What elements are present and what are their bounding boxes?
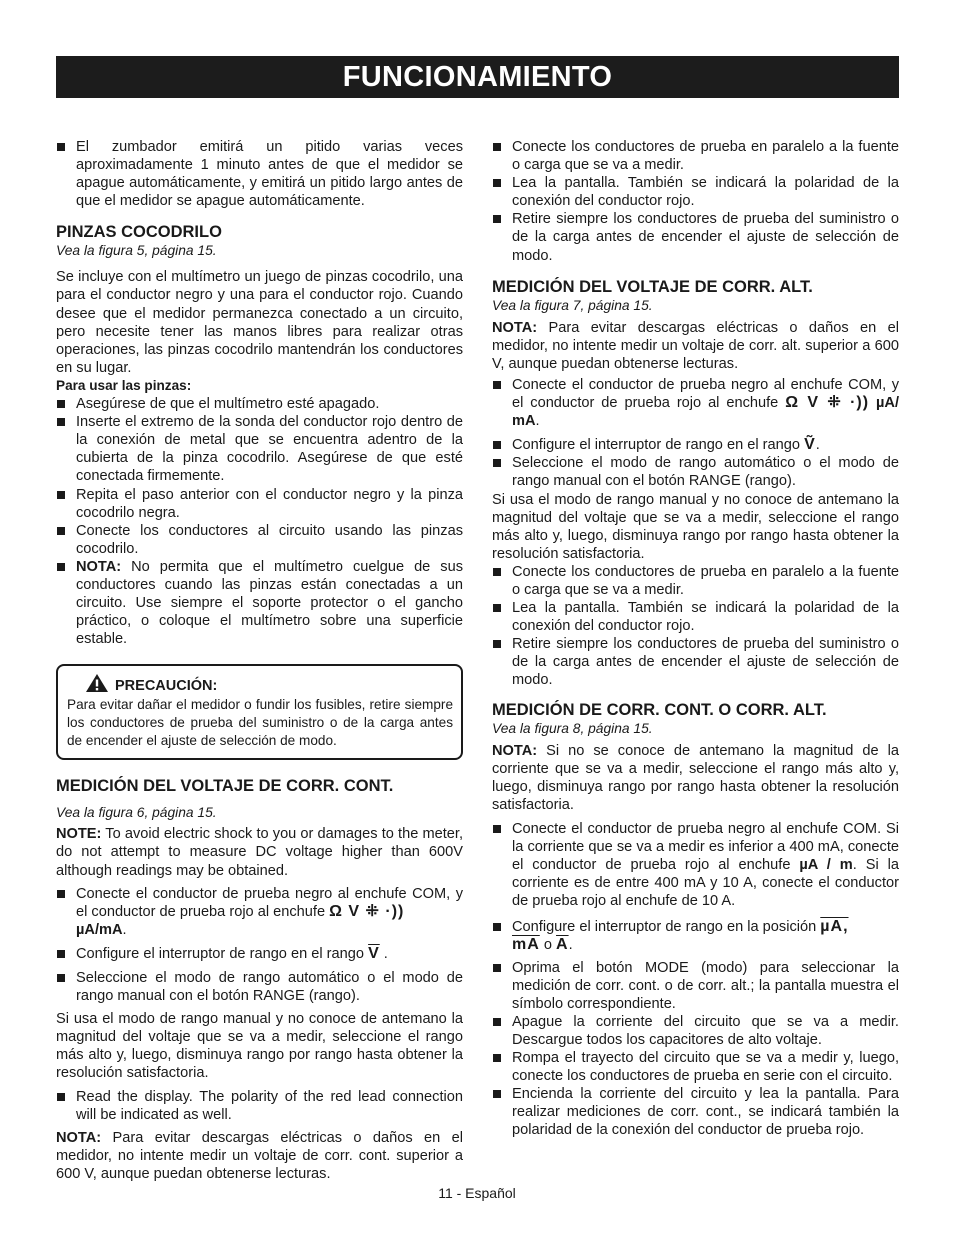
left-column — [56, 138, 463, 1183]
subheading: Para usar las pinzas: — [56, 377, 192, 393]
list-item: Retire siempre los conductores de prueba del suministro o de la carga antes de encender el ajuste de selección de modo. — [492, 635, 899, 689]
list-item: Repita el paso anterior con el conductor negro y la pinza cocodrilo negra. — [56, 486, 463, 522]
list-item: Seleccione el modo de rango automático o el modo de rango manual con el botón RANGE (rango). — [56, 969, 463, 1005]
section-title-pinzas: PINZAS COCODRILO — [56, 223, 222, 242]
list-item: Inserte el extremo de la sonda del conductor rojo dentro de la conexión de metal que se encuentra adentro de la cubierta de la pinza cocodrilo. Asegúrese de que esté conectada firmemente. — [56, 413, 463, 485]
list-item: Configure el interruptor de rango en la posición µA, $\overline{mA}$ o $\overline{A}$. — [492, 918, 899, 954]
list-item: Lea la pantalla. También se indicará la polaridad de la conexión del conductor rojo. — [492, 599, 899, 635]
section-title-dc-voltage: MEDICIÓN DEL VOLTAJE DE CORR. CONT. — [56, 777, 394, 796]
paragraph: Si usa el modo de rango manual y no conoce de antemano la magnitud del voltaje que se va a medir, seleccione el rango más alto y, luego, disminuya rango por rango hasta obtener la resolución satisfactoria. — [492, 491, 899, 562]
amp-icon: $\overline{A}$ — [556, 936, 569, 954]
page-title-banner — [56, 56, 899, 98]
paragraph: Se incluye con el multímetro un juego de pinzas cocodrilo, una para el conductor negro y una para el conductor rojo. Cuando desee que el medidor permanezca conectado a un circuito, pero necesite tener las manos libres para realizar otras operaciones, las pinzas cocodrilo mantendrán los conductores en su lugar. — [56, 269, 463, 376]
intro-list — [56, 138, 463, 210]
caution-box — [56, 664, 463, 760]
list-item: Conecte el conductor de prueba negro al enchufe COM, y el conductor de prueba rojo al enchufe Ω V ⁜ ·)) µA/ mA. — [492, 376, 899, 430]
list-item: NOTA: No permita que el multímetro cuelgue de sus conductores cuando las pinzas están conectadas a un circuito. Use siempre el soporte protector o el gancho práctico, o coloque el multímetro sobre una superficie estable. — [56, 558, 463, 648]
dc-list-1 — [56, 885, 463, 1006]
page-title: FUNCIONAMIENTO — [342, 61, 613, 93]
micro-amp-icon: µA, — [820, 918, 849, 936]
list-item: El zumbador emitirá un pitido varias veces aproximadamente 1 minuto antes de que el medidor se apague automáticamente, y emitirá un pitido largo antes de que el medidor se apague automáticamente. — [56, 138, 463, 210]
right-top-list — [492, 138, 899, 265]
list-item: Conecte los conductores al circuito usando las pinzas cocodrilo. — [56, 522, 463, 558]
figure-ref: Vea la figura 8, página 15. — [492, 720, 653, 736]
caution-text: Para evitar dañar el medidor o fundir los fusibles, retire siempre los conductores de prueba del suministro o de la carga antes de encender el ajuste de selección de modo. — [67, 697, 453, 749]
list-item: Conecte los conductores de prueba en paralelo a la fuente o carga que se va a medir. — [492, 138, 899, 174]
list-item: Conecte el conductor de prueba negro al enchufe COM. Si la corriente que se va a medir es inferior a 400 mA, conecte el conductor de prueba rojo al enchufe µA / m. Si la corriente es de entre 400 mA y 10 A, conecte el conductor de prueba rojo al enchufe de 10 A. — [492, 820, 899, 910]
nota-paragraph: NOTA: Para evitar descargas eléctricas o daños en el medidor, no intente medir un voltaje de corr. alt. superior a 600 V, aunque puedan obtenerse lecturas. — [492, 319, 899, 372]
dc-list-2 — [56, 1088, 463, 1124]
list-item: Asegúrese de que el multímetro esté apagado. — [56, 395, 463, 413]
list-item: Conecte el conductor de prueba negro al enchufe COM, y el conductor de prueba rojo al enchufe Ω V ⁜ ·)) µA/mA. — [56, 885, 463, 939]
page-number: 11 - Español — [438, 1185, 516, 1201]
jack-symbols-icon: Ω V ⁜ ·)) — [329, 902, 405, 920]
figure-ref: Vea la figura 6, página 15. — [56, 805, 217, 821]
list-item: Lea la pantalla. También se indicará la polaridad de la conexión del conductor rojo. — [492, 174, 899, 210]
list-item: Read the display. The polarity of the red lead connection will be indicated as well. — [56, 1088, 463, 1124]
ac-voltage-icon: Ṽ — [804, 436, 816, 454]
right-column — [492, 138, 899, 1140]
list-item: Oprima el botón MODE (modo) para seleccionar la medición de corr. cont. o de corr. alt.; la pantalla muestra el símbolo correspondiente. — [492, 959, 899, 1013]
nota-paragraph: NOTA: Si no se conoce de antemano la magnitud de la corriente que se va a medir, seleccione el rango más alto y, luego, disminuya rango por rango hasta obtener la resolución satisfactoria. — [492, 742, 899, 813]
note-paragraph: NOTE: To avoid electric shock to you or damages to the meter, do not attempt to measure DC voltage higher than 600V although readings may be obtained. — [56, 826, 463, 879]
list-item: Rompa el trayecto del circuito que se va a medir y, luego, conecte los conductores de prueba en serie con el circuito. — [492, 1049, 899, 1085]
list-item: Seleccione el modo de rango automático o el modo de rango manual con el botón RANGE (rango). — [492, 454, 899, 490]
nota-paragraph: NOTA: Para evitar descargas eléctricas o daños en el medidor, no intente medir un voltaje de corr. cont. superior a 600 V, aunque puedan obtenerse lecturas. — [56, 1129, 463, 1182]
ac-list-1 — [492, 376, 899, 491]
pinzas-list — [56, 395, 463, 648]
list-item: Conecte los conductores de prueba en paralelo a la fuente o carga que se va a medir. — [492, 563, 899, 599]
ac-list-2 — [492, 563, 899, 690]
current-list — [492, 820, 899, 1140]
section-title-ac-voltage: MEDICIÓN DEL VOLTAJE DE CORR. ALT. — [492, 277, 813, 296]
caution-heading: PRECAUCIÓN: — [67, 673, 453, 696]
milli-amp-icon: $\overline{mA}$ — [512, 936, 540, 954]
figure-ref: Vea la figura 7, página 15. — [492, 297, 653, 313]
list-item: Configure el interruptor de rango en el rango Ṽ. — [492, 436, 899, 454]
warning-icon — [85, 673, 109, 693]
page-footer — [0, 1185, 954, 1201]
list-item: Apague la corriente del circuito que se va a medir. Descargue todos los capacitores de alto voltaje. — [492, 1013, 899, 1049]
dc-voltage-icon: $\overline{V}$ — [368, 944, 380, 962]
figure-ref: Vea la figura 5, página 15. — [56, 243, 217, 259]
list-item: Configure el interruptor de rango en el rango $\overline{V}$ . — [56, 945, 463, 963]
section-title-current: MEDICIÓN DE CORR. CONT. O CORR. ALT. — [492, 700, 827, 719]
list-item: Retire siempre los conductores de prueba del suministro o de la carga antes de encender el ajuste de selección de modo. — [492, 210, 899, 264]
paragraph: Si usa el modo de rango manual y no conoce de antemano la magnitud del voltaje que se va a medir, seleccione el rango más alto y, luego, disminuya rango por rango hasta obtener la resolución satisfactoria. — [56, 1011, 463, 1082]
list-item: Encienda la corriente del circuito y lea la pantalla. Para realizar mediciones de corr. cont., se indicará también la polaridad de la conexión del conductor de prueba rojo. — [492, 1085, 899, 1139]
jack-symbols-icon: Ω V ⁜ ·)) — [785, 394, 870, 412]
